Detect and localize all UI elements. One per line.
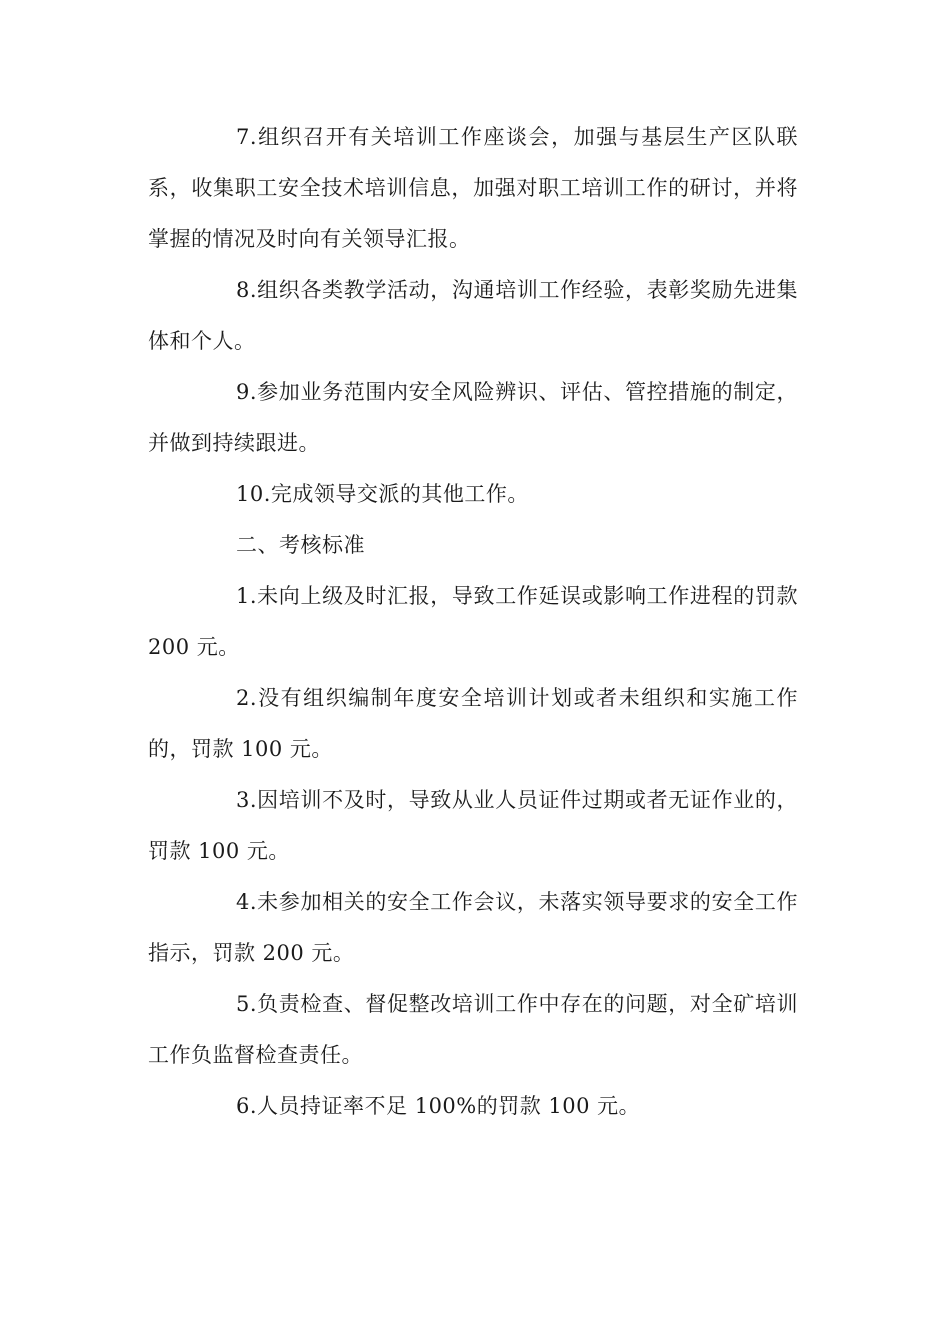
paragraph-standard-2: 2.没有组织编制年度安全培训计划或者未组织和实施工作的，罚款 100 元。 [148,686,798,761]
paragraph-duty-10: 10.完成领导交派的其他工作。 [236,482,529,506]
paragraph-standard-6: 6.人员持证率不足 100%的罚款 100 元。 [236,1094,641,1118]
paragraph-standard-3: 3.因培训不及时，导致从业人员证件过期或者无证作业的，罚款 100 元。 [148,788,798,863]
paragraph-standard-5: 5.负责检查、督促整改培训工作中存在的问题，对全矿培训工作负监督检查责任。 [148,992,798,1067]
paragraph-duty-9: 9.参加业务范围内安全风险辨识、评估、管控措施的制定，并做到持续跟进。 [148,380,798,455]
paragraph-standard-4: 4.未参加相关的安全工作会议，未落实领导要求的安全工作指示，罚款 200 元。 [148,890,798,965]
paragraph-standard-1: 1.未向上级及时汇报，导致工作延误或影响工作进程的罚款 200 元。 [148,584,798,659]
document-body [148,112,798,1132]
paragraph-duty-8: 8.组织各类教学活动，沟通培训工作经验，表彰奖励先进集体和个人。 [148,278,798,353]
section-heading-assessment: 二、考核标准 [236,533,365,557]
paragraph-duty-7: 7.组织召开有关培训工作座谈会，加强与基层生产区队联系，收集职工安全技术培训信息，加强对职工培训工作的研讨，并将掌握的情况及时向有关领导汇报。 [148,125,798,251]
